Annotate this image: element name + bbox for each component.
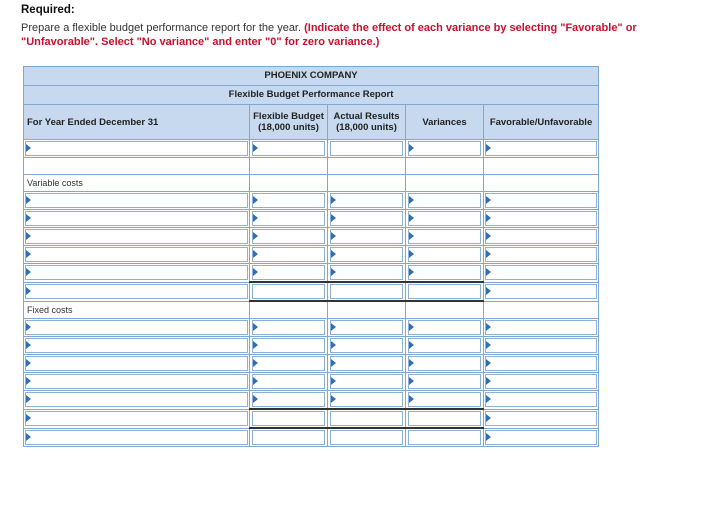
variance-input[interactable]	[408, 141, 481, 156]
variance-input[interactable]	[408, 356, 481, 371]
actual-results-input[interactable]	[330, 374, 403, 389]
performance-report-table	[23, 66, 599, 447]
variance-input[interactable]	[408, 193, 481, 208]
actual-results-total-input[interactable]	[330, 284, 403, 299]
fav-unfav-select[interactable]	[485, 374, 597, 389]
table-row	[24, 210, 599, 228]
table-row	[24, 158, 599, 175]
fav-unfav-select[interactable]	[485, 320, 597, 335]
fav-unfav-select[interactable]	[485, 193, 597, 208]
required-heading: Required:	[21, 4, 75, 16]
report-company-cell	[24, 67, 599, 86]
fav-unfav-select[interactable]	[485, 247, 597, 262]
actual-results-input[interactable]	[330, 193, 403, 208]
variance-input[interactable]	[408, 374, 481, 389]
line-item-select[interactable]	[25, 211, 248, 226]
report-title-cell	[24, 86, 599, 105]
fav-unfav-select[interactable]	[485, 411, 597, 426]
fixed-costs-label: Fixed costs	[27, 304, 73, 315]
fav-unfav-select[interactable]	[485, 141, 597, 156]
instructions	[21, 21, 691, 49]
flexible-budget-input[interactable]	[252, 229, 325, 244]
variance-input[interactable]	[408, 320, 481, 335]
flexible-budget-input[interactable]	[252, 211, 325, 226]
actual-results-input[interactable]	[330, 320, 403, 335]
table-row	[24, 301, 599, 319]
line-item-select[interactable]	[25, 338, 248, 353]
table-row	[24, 228, 599, 246]
instructions-text: Prepare a flexible budget performance report for the year.	[21, 22, 305, 34]
period-label: For Year Ended December 31	[24, 105, 250, 140]
actual-results-grand-total-input[interactable]	[330, 430, 403, 445]
table-row	[24, 192, 599, 210]
fav-unfav-select[interactable]	[485, 229, 597, 244]
actual-results-input[interactable]	[330, 247, 403, 262]
table-row	[24, 264, 599, 283]
instructions-emphasis: (Indicate the effect of each variance by selecting "Favorable" or "Unfavorable". Select "No variance" and enter "0" for zero variance.)	[21, 22, 637, 48]
report-title: Flexible Budget Performance Report	[228, 89, 394, 100]
table-row	[24, 337, 599, 355]
col-actual-results: Actual Results (18,000 units)	[328, 105, 406, 140]
flexible-budget-total-input[interactable]	[252, 411, 325, 426]
line-item-select[interactable]	[25, 265, 248, 280]
flexible-budget-input[interactable]	[252, 265, 325, 280]
variance-input[interactable]	[408, 211, 481, 226]
variance-input[interactable]	[408, 247, 481, 262]
fav-unfav-select[interactable]	[485, 338, 597, 353]
flexible-budget-input[interactable]	[252, 374, 325, 389]
fav-unfav-select[interactable]	[485, 265, 597, 280]
table-row	[24, 391, 599, 410]
actual-results-input[interactable]	[330, 356, 403, 371]
col-variances: Variances	[406, 105, 484, 140]
flexible-budget-total-input[interactable]	[252, 284, 325, 299]
actual-results-input[interactable]	[330, 392, 403, 407]
variance-total-input[interactable]	[408, 411, 481, 426]
table-row	[24, 355, 599, 373]
flexible-budget-input[interactable]	[252, 247, 325, 262]
total-label-select[interactable]	[25, 411, 248, 426]
flexible-budget-input[interactable]	[252, 320, 325, 335]
actual-results-input[interactable]	[330, 211, 403, 226]
line-item-select[interactable]	[25, 392, 248, 407]
fav-unfav-select[interactable]	[485, 284, 597, 299]
line-item-select[interactable]	[25, 141, 248, 156]
actual-results-input[interactable]	[330, 265, 403, 280]
flexible-budget-input[interactable]	[252, 392, 325, 407]
variance-total-input[interactable]	[408, 284, 481, 299]
fav-unfav-select[interactable]	[485, 392, 597, 407]
flexible-budget-grand-total-input[interactable]	[252, 430, 325, 445]
variance-input[interactable]	[408, 392, 481, 407]
col-favorable-unfavorable: Favorable/Unfavorable	[484, 105, 599, 140]
flexible-budget-input[interactable]	[252, 141, 325, 156]
flexible-budget-input[interactable]	[252, 356, 325, 371]
fav-unfav-select[interactable]	[485, 211, 597, 226]
line-item-select[interactable]	[25, 229, 248, 244]
flexible-budget-input[interactable]	[252, 193, 325, 208]
table-row	[24, 373, 599, 391]
variable-costs-label: Variable costs	[27, 178, 83, 188]
col-flexible-budget: Flexible Budget (18,000 units)	[250, 105, 328, 140]
actual-results-total-input[interactable]	[330, 411, 403, 426]
actual-results-input[interactable]	[330, 229, 403, 244]
variance-grand-total-input[interactable]	[408, 430, 481, 445]
line-item-select[interactable]	[25, 374, 248, 389]
variance-input[interactable]	[408, 229, 481, 244]
table-row	[24, 282, 599, 301]
variance-input[interactable]	[408, 338, 481, 353]
grand-total-label-select[interactable]	[25, 430, 248, 445]
actual-results-input[interactable]	[330, 141, 403, 156]
variance-input[interactable]	[408, 265, 481, 280]
company-name: PHOENIX COMPANY	[264, 70, 358, 81]
line-item-select[interactable]	[25, 320, 248, 335]
table-row	[24, 409, 599, 428]
line-item-select[interactable]	[25, 356, 248, 371]
flexible-budget-input[interactable]	[252, 338, 325, 353]
table-row	[24, 175, 599, 192]
table-row	[24, 140, 599, 158]
table-row	[24, 319, 599, 337]
fav-unfav-select[interactable]	[485, 356, 597, 371]
table-row	[24, 428, 599, 447]
table-row	[24, 246, 599, 264]
actual-results-input[interactable]	[330, 338, 403, 353]
total-label-select[interactable]	[25, 284, 248, 299]
line-item-select[interactable]	[25, 247, 248, 262]
fav-unfav-select[interactable]	[485, 430, 597, 445]
line-item-select[interactable]	[25, 193, 248, 208]
